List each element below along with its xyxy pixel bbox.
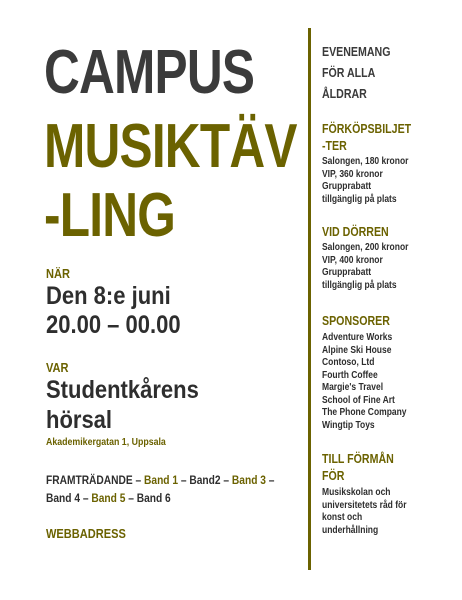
separator: – bbox=[265, 473, 275, 487]
audience-note bbox=[322, 42, 390, 105]
separator: – bbox=[220, 473, 232, 487]
band-1: Band 1 bbox=[144, 473, 179, 487]
band-3: Band 3 bbox=[231, 473, 266, 487]
benefit-heading-line: FÖR bbox=[322, 469, 345, 483]
door-info bbox=[322, 242, 408, 292]
event-date: Den 8:e juni bbox=[46, 282, 171, 310]
benefit-line: underhållning bbox=[322, 524, 379, 536]
when-label: NÄR bbox=[46, 266, 70, 281]
performers-label: FRAMTRÄDANDE – bbox=[46, 473, 145, 487]
door-line: Salongen, 200 kronor bbox=[322, 242, 409, 253]
venue-line-2: hörsal bbox=[46, 406, 113, 434]
sponsors-heading-line: SPONSORER bbox=[322, 314, 390, 328]
venue-address: Akademikergatan 1, Uppsala bbox=[46, 437, 166, 448]
sponsor-item: Alpine Ski House bbox=[322, 344, 392, 356]
band-4: Band 4 bbox=[46, 491, 81, 505]
separator: – bbox=[125, 491, 137, 505]
door-line: Grupprabatt bbox=[322, 267, 372, 278]
title-line-3: -LING bbox=[44, 181, 175, 250]
door-line: VIP, 400 kronor bbox=[322, 254, 383, 266]
separator: – bbox=[80, 491, 92, 505]
sponsor-item: Margie's Travel bbox=[322, 382, 384, 393]
presale-line: VIP, 360 kronor bbox=[322, 168, 383, 180]
sponsors-list bbox=[322, 332, 407, 432]
benefit-heading bbox=[322, 451, 394, 485]
benefit-line: Musikskolan och bbox=[322, 487, 391, 498]
benefit-line: universitetets råd för bbox=[322, 499, 407, 511]
audience-line: EVENEMANG bbox=[322, 45, 391, 59]
band-6: Band 6 bbox=[136, 491, 171, 505]
band-2: Band2 bbox=[189, 473, 221, 487]
column-divider bbox=[308, 28, 311, 570]
door-heading bbox=[322, 224, 389, 241]
sponsor-item: The Phone Company bbox=[322, 407, 407, 418]
presale-heading-line: -TER bbox=[322, 139, 347, 153]
performers-line-1 bbox=[46, 471, 274, 489]
presale-heading bbox=[322, 121, 411, 155]
door-heading-line: VID DÖRREN bbox=[322, 225, 389, 239]
where-label: VAR bbox=[46, 360, 69, 375]
web-address-label: WEBBADRESS bbox=[46, 526, 126, 541]
presale-info bbox=[322, 156, 408, 206]
separator: – bbox=[178, 473, 190, 487]
sponsor-item: School of Fine Art bbox=[322, 394, 395, 406]
benefit-info bbox=[322, 487, 407, 537]
audience-line: FÖR ALLA bbox=[322, 66, 376, 80]
sponsor-item: Adventure Works bbox=[322, 332, 393, 343]
title-line-2: MUSIKTÄV bbox=[44, 112, 297, 181]
band-5: Band 5 bbox=[91, 491, 126, 505]
event-time: 20.00 – 00.00 bbox=[46, 311, 181, 339]
presale-heading-line: FÖRKÖPSBILJET bbox=[322, 122, 412, 136]
presale-line: Grupprabatt bbox=[322, 181, 372, 192]
presale-line: Salongen, 180 kronor bbox=[322, 156, 409, 167]
presale-line: tillgänglig på plats bbox=[322, 193, 397, 205]
venue-line-1: Studentkårens bbox=[46, 376, 199, 404]
performers-line-2 bbox=[46, 489, 171, 507]
sponsor-item: Contoso, Ltd bbox=[322, 357, 375, 368]
door-line: tillgänglig på plats bbox=[322, 279, 397, 291]
sponsor-item: Fourth Coffee bbox=[322, 369, 378, 381]
benefit-heading-line: TILL FÖRMÅN bbox=[322, 452, 394, 466]
title-line-1: CAMPUS bbox=[44, 38, 255, 107]
sponsors-heading bbox=[322, 313, 390, 330]
sponsor-item: Wingtip Toys bbox=[322, 419, 375, 431]
benefit-line: konst och bbox=[322, 512, 363, 523]
audience-line: ÅLDRAR bbox=[322, 87, 367, 101]
